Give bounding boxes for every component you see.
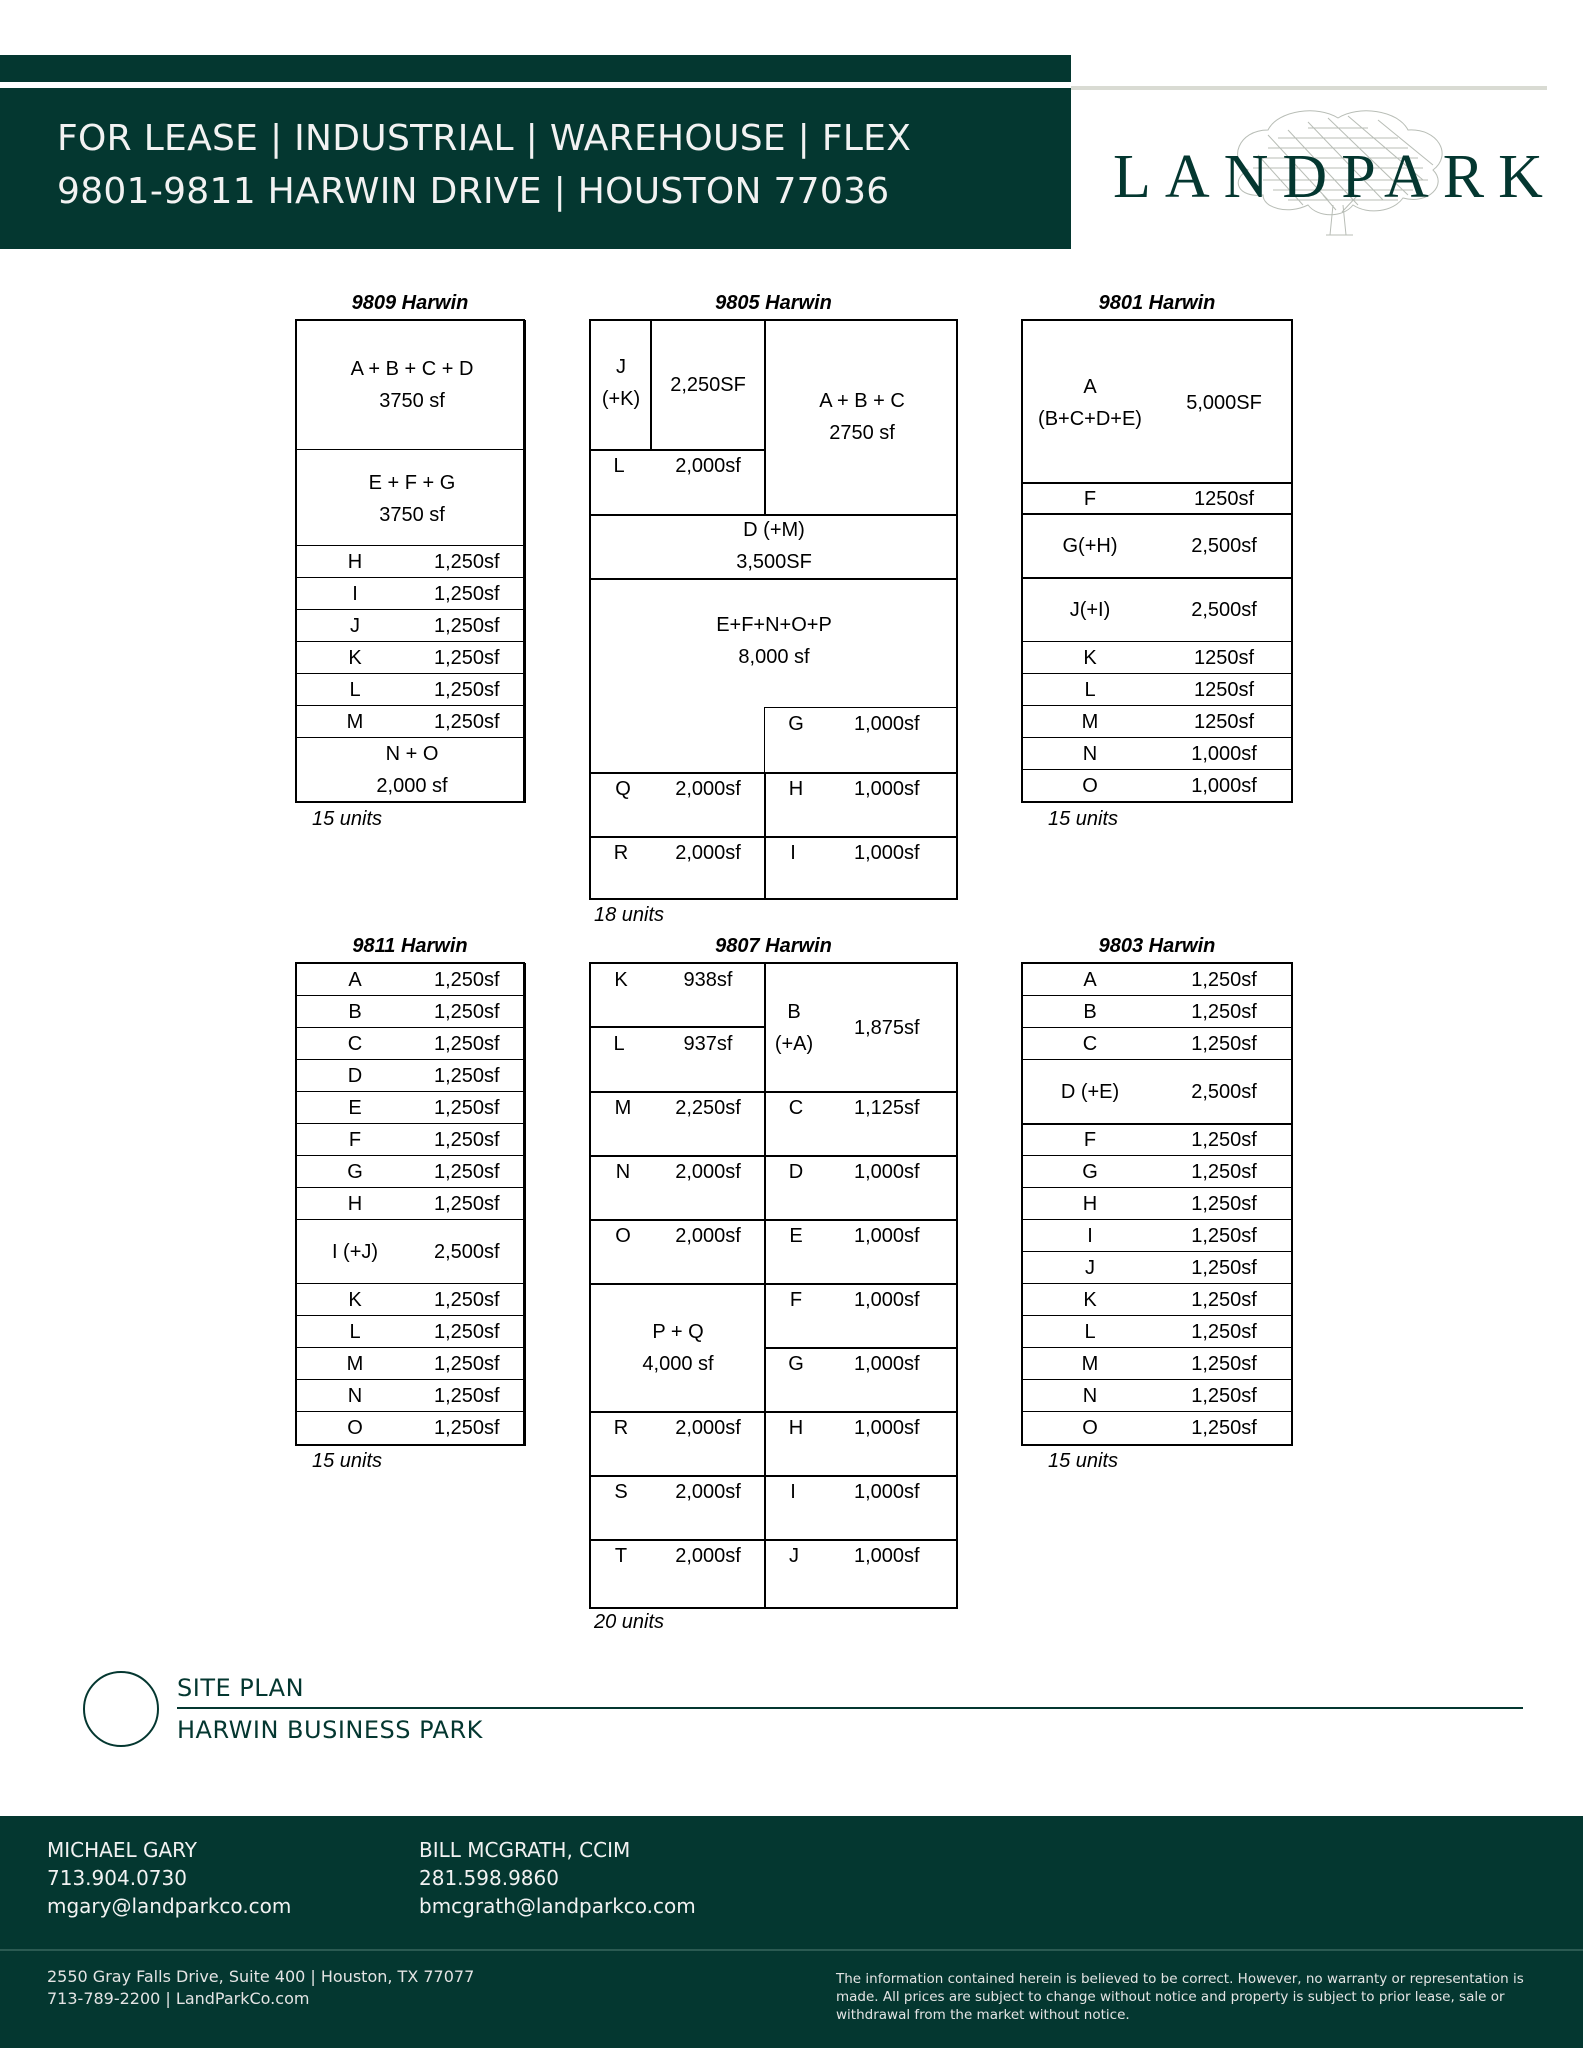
unit-area: 1,250sf	[434, 1097, 500, 1119]
unit-label: D (+M)	[743, 519, 805, 541]
unit-label: (+K)	[601, 388, 641, 410]
unit-area: 3750 sf	[379, 390, 445, 412]
unit-area: 2750 sf	[829, 422, 895, 444]
unit-area: 2,250sf	[675, 1097, 741, 1119]
unit-area: 1,000sf	[854, 713, 920, 735]
unit-label: J(+I)	[1069, 599, 1111, 621]
unit-label: (+A)	[774, 1033, 814, 1055]
unit-label: L	[349, 1321, 361, 1343]
unit-label: N	[347, 1385, 363, 1407]
site-plan-rule	[177, 1707, 1523, 1709]
unit-label: M	[1081, 711, 1099, 733]
unit-label: L	[613, 455, 625, 477]
unit-label: K	[348, 1289, 362, 1311]
logo-wordmark: LANDPARK	[1113, 143, 1557, 211]
unit-area: 1,000sf	[854, 1289, 920, 1311]
unit-label: K	[348, 647, 362, 669]
unit-area: 2,000sf	[675, 1225, 741, 1247]
unit-area: 1,000sf	[854, 778, 920, 800]
unit-label: S	[614, 1481, 628, 1503]
unit-area: 2,000sf	[675, 842, 741, 864]
unit-area: 2,500sf	[1191, 535, 1257, 557]
unit-label: O	[1082, 1417, 1098, 1439]
contact-name: MICHAEL GARY	[47, 1838, 197, 1862]
unit-area: 1,000sf	[854, 1225, 920, 1247]
unit-label: T	[614, 1545, 628, 1567]
contact-name: BILL MCGRATH, CCIM	[419, 1838, 631, 1862]
unit-area: 2,250SF	[670, 374, 746, 396]
unit-label: K	[1083, 647, 1097, 669]
site-plan-title: SITE PLAN	[177, 1674, 305, 1702]
unit-label: F	[1083, 488, 1097, 510]
unit-label: (B+C+D+E)	[1038, 408, 1142, 430]
unit-label: F	[348, 1129, 362, 1151]
unit-area: 2,500sf	[434, 1241, 500, 1263]
unit-label: M	[346, 711, 364, 733]
unit-9809-efg	[296, 449, 526, 546]
unit-area: 1,250sf	[434, 1033, 500, 1055]
header-line-2: 9801-9811 HARWIN DRIVE | HOUSTON 77036	[57, 171, 890, 212]
address-line: 2550 Gray Falls Drive, Suite 400 | Houston, TX 77077	[47, 1967, 475, 1986]
contact-michael-gary	[47, 1836, 291, 1920]
phone-website-line[interactable]: 713-789-2200 | LandParkCo.com	[47, 1989, 310, 2008]
unit-label: O	[347, 1417, 363, 1439]
unit-label: C	[1082, 1033, 1098, 1055]
site-plan-circle-icon	[83, 1671, 159, 1747]
unit-area: 1,250sf	[1191, 1417, 1257, 1439]
contact-phone[interactable]: 713.904.0730	[47, 1866, 187, 1890]
unit-area: 2,000sf	[675, 1161, 741, 1183]
unit-label: B	[787, 1001, 801, 1023]
contact-bill-mcgrath	[419, 1836, 696, 1920]
unit-label: H	[347, 551, 363, 573]
unit-area: 1,250sf	[1191, 1033, 1257, 1055]
unit-label: A + B + C + D	[350, 358, 474, 380]
unit-label: B	[348, 1001, 362, 1023]
unit-area: 1,250sf	[434, 1001, 500, 1023]
unit-label: F	[1083, 1129, 1097, 1151]
unit-area: 1,000sf	[1191, 743, 1257, 765]
unit-label: J	[789, 1545, 799, 1567]
unit-area: 1,250sf	[1191, 1161, 1257, 1183]
unit-area: 1,250sf	[1191, 1289, 1257, 1311]
unit-area: 1,250sf	[434, 711, 500, 733]
unit-area: 2,000sf	[675, 1481, 741, 1503]
unit-area: 1,250sf	[1191, 1129, 1257, 1151]
unit-9807-pq	[590, 1283, 766, 1413]
unit-area: 1,250sf	[434, 615, 500, 637]
unit-label: N	[615, 1161, 631, 1183]
unit-area: 4,000 sf	[642, 1353, 714, 1375]
unit-area: 1,250sf	[1191, 1193, 1257, 1215]
unit-label: K	[1083, 1289, 1097, 1311]
site-plan-subtitle: HARWIN BUSINESS PARK	[177, 1716, 483, 1744]
unit-area: 1,250sf	[434, 969, 500, 991]
unit-area: 1,250sf	[1191, 1225, 1257, 1247]
building-title-9809: 9809 Harwin	[351, 292, 469, 314]
contact-email[interactable]: bmcgrath@landparkco.com	[419, 1894, 696, 1918]
unit-area: 2,500sf	[1191, 1081, 1257, 1103]
unit-label: H	[347, 1193, 363, 1215]
unit-label: J	[350, 615, 360, 637]
unit-label: D	[347, 1065, 363, 1087]
unit-area: 1,250sf	[434, 583, 500, 605]
unit-label: M	[1081, 1353, 1099, 1375]
unit-label: I	[352, 583, 358, 605]
unit-label: Q	[615, 778, 631, 800]
unit-area: 1,250sf	[434, 551, 500, 573]
unit-label: H	[1082, 1193, 1098, 1215]
unit-area: 1,250sf	[434, 647, 500, 669]
building-title-9811: 9811 Harwin	[352, 935, 468, 957]
unit-area: 1,250sf	[434, 1161, 500, 1183]
unit-area: 1,000sf	[854, 1481, 920, 1503]
unit-label: H	[788, 778, 804, 800]
plan-9801	[1021, 319, 1293, 803]
landpark-logo	[1113, 100, 1557, 250]
unit-label: L	[1084, 1321, 1096, 1343]
unit-area: 1,250sf	[434, 1289, 500, 1311]
unit-area: 1,000sf	[854, 1545, 920, 1567]
unit-area: 1,250sf	[1191, 1353, 1257, 1375]
unit-area: 1,000sf	[1191, 775, 1257, 797]
unit-label: C	[347, 1033, 363, 1055]
unit-area: 1250sf	[1193, 679, 1255, 701]
plan-9803	[1021, 962, 1293, 1446]
plan-9811	[295, 962, 525, 1446]
building-title-9801: 9801 Harwin	[1098, 292, 1216, 314]
unit-area: 1250sf	[1193, 488, 1255, 510]
unit-area: 1,000sf	[854, 842, 920, 864]
unit-area: 1,250sf	[434, 1353, 500, 1375]
unit-area: 1,250sf	[1191, 969, 1257, 991]
unit-area: 1,250sf	[1191, 1385, 1257, 1407]
unit-count-9809: 15 units	[312, 808, 383, 830]
unit-label: B	[1083, 1001, 1097, 1023]
unit-area: 937sf	[683, 1033, 733, 1055]
unit-9805-abc	[764, 320, 958, 516]
unit-label: E	[348, 1097, 362, 1119]
unit-label: L	[613, 1033, 625, 1055]
unit-label: I	[790, 1481, 796, 1503]
unit-area: 2,000sf	[675, 455, 741, 477]
unit-label: E + F + G	[368, 472, 456, 494]
header-gap	[0, 82, 1071, 88]
header-rule	[1071, 86, 1547, 90]
building-title-9805: 9805 Harwin	[715, 292, 832, 314]
unit-area: 1,250sf	[434, 1129, 500, 1151]
building-title-9807: 9807 Harwin	[715, 935, 832, 957]
plan-9805	[589, 319, 958, 900]
unit-label: R	[613, 842, 629, 864]
unit-area: 1,250sf	[1191, 1257, 1257, 1279]
header-title	[57, 112, 911, 218]
unit-label: G	[1082, 1161, 1098, 1183]
unit-count-9805: 18 units	[594, 904, 665, 926]
unit-label: N + O	[385, 743, 439, 765]
unit-area: 8,000 sf	[738, 646, 810, 668]
unit-count-9811: 15 units	[312, 1450, 383, 1472]
unit-9805-jk	[590, 320, 652, 451]
plan-9809	[295, 319, 525, 803]
unit-area: 1,000sf	[854, 1417, 920, 1439]
unit-area: 2,000 sf	[376, 775, 448, 797]
unit-label: H	[788, 1417, 804, 1439]
disclaimer: The information contained herein is believed to be correct. However, no warranty or representation is made. All prices are subject to change without notice and property is subject to prior lease, sale or withdrawal from the market without notice.	[836, 1971, 1524, 2023]
unit-label: K	[614, 969, 628, 991]
unit-label: F	[789, 1289, 803, 1311]
unit-label: G(+H)	[1062, 535, 1118, 557]
unit-area: 2,000sf	[675, 778, 741, 800]
unit-label: D (+E)	[1060, 1081, 1120, 1103]
unit-label: G	[788, 1353, 804, 1375]
unit-area: 1,250sf	[434, 1417, 500, 1439]
unit-label: N	[1082, 1385, 1098, 1407]
unit-9809-abcd	[296, 320, 526, 450]
unit-area: 1,250sf	[434, 1385, 500, 1407]
unit-label: E	[789, 1225, 803, 1247]
unit-label: A	[348, 969, 362, 991]
unit-label: O	[1082, 775, 1098, 797]
unit-count-9801: 15 units	[1048, 808, 1119, 830]
unit-area: 2,500sf	[1191, 599, 1257, 621]
unit-label: D	[788, 1161, 804, 1183]
unit-area: 1,875sf	[854, 1017, 920, 1039]
unit-area: 1,250sf	[1191, 1001, 1257, 1023]
unit-count-9803: 15 units	[1048, 1450, 1119, 1472]
unit-area: 3750 sf	[379, 504, 445, 526]
unit-area: 938sf	[683, 969, 733, 991]
unit-label: M	[346, 1353, 364, 1375]
unit-area: 1,250sf	[434, 1193, 500, 1215]
unit-label: I (+J)	[331, 1241, 379, 1263]
unit-label: I	[790, 842, 796, 864]
unit-area: 1,125sf	[854, 1097, 920, 1119]
unit-area: 1,000sf	[854, 1353, 920, 1375]
unit-label: G	[347, 1161, 363, 1183]
building-title-9803: 9803 Harwin	[1098, 935, 1216, 957]
footer	[0, 1816, 1583, 2048]
header-line-1: FOR LEASE | INDUSTRIAL | WAREHOUSE | FLEX	[57, 118, 912, 159]
unit-area: 1,250sf	[434, 1065, 500, 1087]
unit-area: 5,000SF	[1186, 392, 1262, 414]
unit-label: J	[1085, 1257, 1095, 1279]
unit-label: L	[1084, 679, 1096, 701]
unit-label: O	[615, 1225, 631, 1247]
unit-label: E+F+N+O+P	[716, 614, 832, 636]
unit-label: P + Q	[652, 1321, 704, 1343]
unit-label: J	[616, 356, 626, 378]
unit-area: 1250sf	[1193, 711, 1255, 733]
unit-count-9807: 20 units	[594, 1611, 665, 1633]
unit-label: G	[788, 713, 804, 735]
unit-label: L	[349, 679, 361, 701]
unit-area: 3,500SF	[736, 551, 812, 573]
unit-area: 1,250sf	[434, 679, 500, 701]
company-address	[47, 1966, 474, 2010]
contact-email[interactable]: mgary@landparkco.com	[47, 1894, 292, 1918]
unit-area: 1250sf	[1193, 647, 1255, 669]
unit-label: I	[1087, 1225, 1093, 1247]
unit-label: R	[613, 1417, 629, 1439]
footer-divider	[0, 1949, 1583, 1951]
unit-area: 1,000sf	[854, 1161, 920, 1183]
unit-label: M	[614, 1097, 632, 1119]
plan-9807	[589, 962, 958, 1609]
unit-label: A	[1083, 969, 1097, 991]
unit-area: 2,000sf	[675, 1417, 741, 1439]
unit-label: A	[1083, 376, 1097, 398]
unit-label: C	[788, 1097, 804, 1119]
unit-label: A + B + C	[819, 390, 905, 412]
contact-phone[interactable]: 281.598.9860	[419, 1866, 559, 1890]
unit-area: 2,000sf	[675, 1545, 741, 1567]
unit-label: N	[1082, 743, 1098, 765]
unit-area: 1,250sf	[1191, 1321, 1257, 1343]
unit-area: 1,250sf	[434, 1321, 500, 1343]
